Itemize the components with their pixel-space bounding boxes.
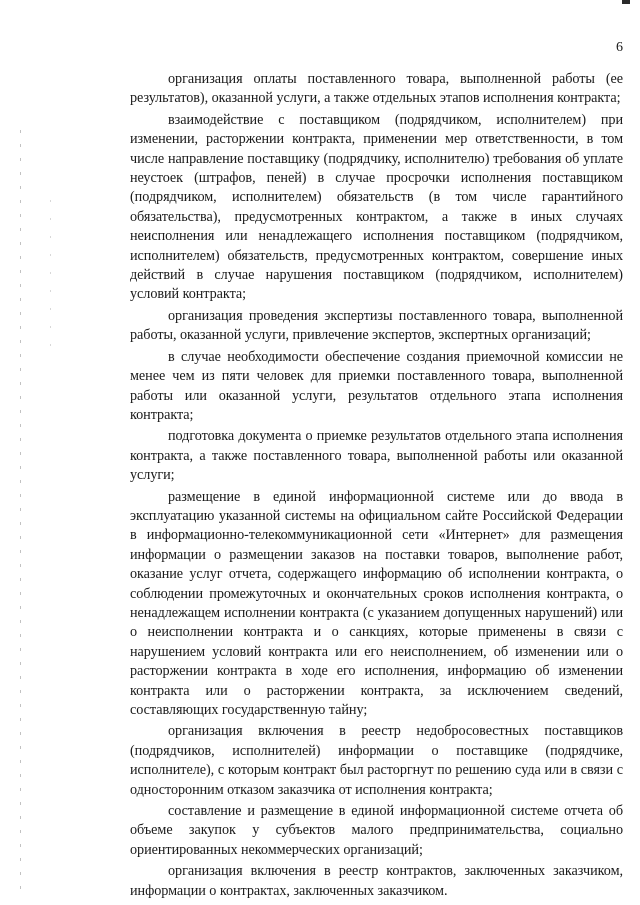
paragraph-acceptance-document: подготовка документа о приемке результатов отдельного этапа исполнения контракта, а также поставленного товара, выполненной работы или оказанной услуги;: [130, 428, 623, 484]
scan-corner-mark: [622, 0, 630, 4]
scan-edge-artifact: [20, 130, 21, 900]
paragraph-report-placement: размещение в единой информационной системе или до ввода в эксплуатацию указанной системы на официальном сайте Российской Федерации в информационно-телекоммуникационной сети «Интернет» для размещения информации о размещении заказов на поставки товаров, выполнение работ, оказание услуг отчета, содержащего информацию об исполнении контракта, о соблюдении промежуточных и окончательных сроков исполнения контракта, о ненадлежащем исполнении контракта (с указанием допущенных нарушений) или о неисполнении контракта и о санкциях, которые применены в связи с нарушением условий контракта или его неисполнением, об изменении или о расторжении контракта в ходе его исполнения, информацию об изменении контракта или о расторжении контракта, за исключением сведений, составляющих государственную тайну;: [130, 488, 623, 718]
paragraph-contracts-registry: организация включения в реестр контрактов, заключенных заказчиком, информации о контрактах, заключенных заказчиком.: [130, 863, 623, 899]
paragraph-supplier-interaction: взаимодействие с поставщиком (подрядчиком, исполнителем) при изменении, расторжении контракта, применении мер ответственности, в том числе направление поставщику (подрядчику, исполнителю) требования об уплате неустоек (штрафов, пеней) в случае просрочки исполнения поставщиком (подрядчиком, исполнителем) обязательств (в том числе гарантийного обязательства), предусмотренных контрактом, а также в иных случаях неисполнения или ненадлежащего исполнения поставщиком (подрядчиком, исполнителем) обязательств, предусмотренных контрактом, совершение иных действий в случае нарушения поставщиком (подрядчиком, исполнителем) условий контракта;: [130, 111, 623, 303]
paragraph-small-business-report: составление и размещение в единой информационной системе отчета об объеме закупок у субъектов малого предпринимательства, социально ориентированных некоммерческих организаций;: [130, 803, 623, 858]
scan-edge-artifact-secondary: [50, 200, 51, 360]
paragraph-expertise: организация проведения экспертизы поставленного товара, выполненной работы, оказанной услуги, привлечение экспертов, экспертных организаций;: [130, 307, 623, 344]
paragraph-payment: организация оплаты поставленного товара, выполненной работы (ее результатов), оказанной услуги, а также отдельных этапов исполнения контракта;: [130, 71, 623, 107]
document-body: [130, 70, 623, 903]
page-number: 6: [616, 40, 623, 55]
paragraph-unfair-suppliers-registry: организация включения в реестр недобросовестных поставщиков (подрядчиков, исполнителей) информации о поставщике (подрядчике, исполнителе), с которым контракт был расторгнут по решению суда или в связи с односторонним отказом заказчика от исполнения контракта;: [130, 723, 623, 798]
paragraph-acceptance-commission: в случае необходимости обеспечение создания приемочной комиссии не менее чем из пяти человек для приемки поставленного товара, выполненной работы или оказанной услуги, результатов отдельного этапа исполнения контракта;: [130, 348, 623, 423]
